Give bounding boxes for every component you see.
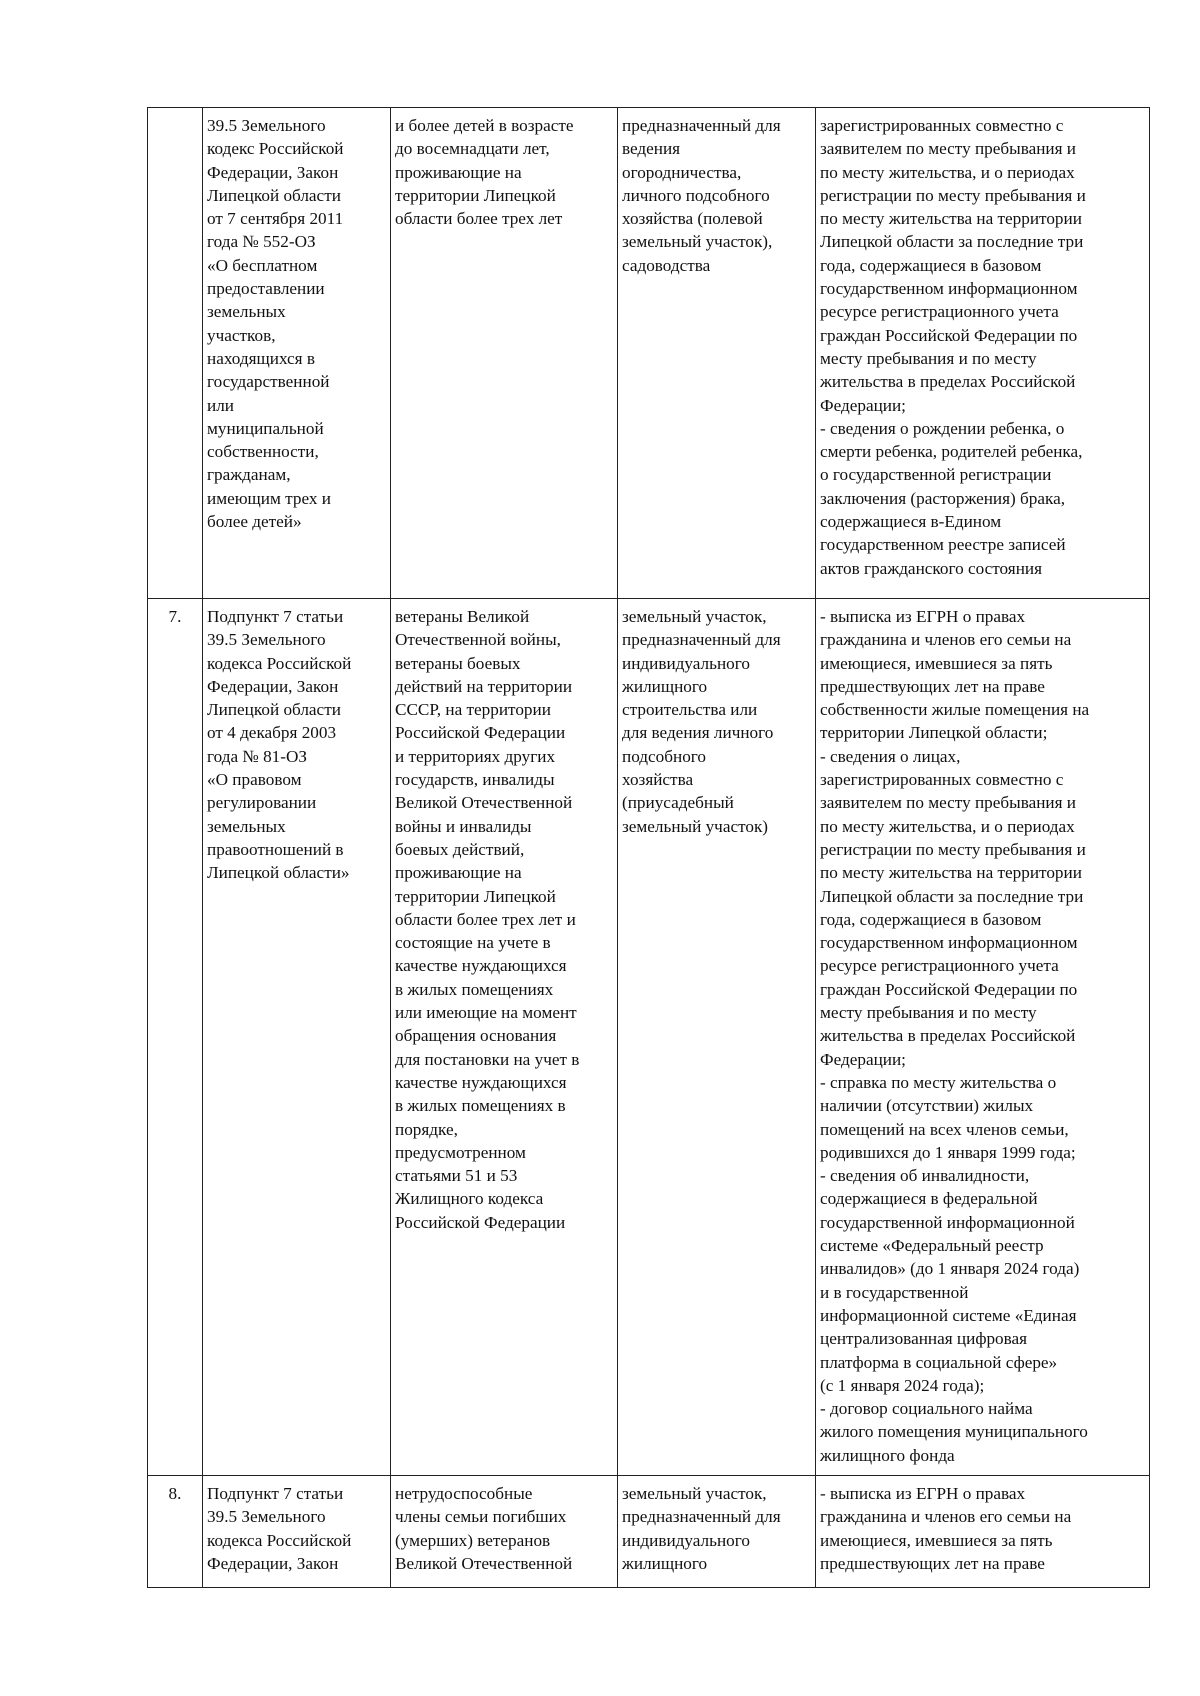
legal-basis-cell: 39.5 Земельного кодекс Российской Федерации, Закон Липецкой области от 7 сентября 2011 года № 552-ОЗ «О бесплатном предоставлении земельных участков, находящихся в государственной или муниципальной собственности, гражданам, имеющим трех и более детей» [203,108,391,599]
row-number: 8. [148,1476,203,1588]
table-row [148,599,1150,1476]
row-number [148,108,203,599]
legal-basis-cell: Подпункт 7 статьи 39.5 Земельного кодекса Российской Федерации, Закон Липецкой области от 4 декабря 2003 года № 81-ОЗ «О правовом регулировании земельных правоотношений в Липецкой области» [203,599,391,1476]
legal-basis-cell: Подпункт 7 статьи 39.5 Земельного кодекса Российской Федерации, Закон [203,1476,391,1588]
land-allocation-table [147,107,1150,1588]
applicant-category-cell: ветераны Великой Отечественной войны, ветераны боевых действий на территории СССР, на территории Российской Федерации и территориях других государств, инвалиды Великой Отечественной войны и инвалиды боевых действий, проживающие на территории Липецкой области более трех лет и состоящие на учете в качестве нуждающихся в жилых помещениях или имеющие на момент обращения основания для постановки на учет в качестве нуждающихся в жилых помещениях в порядке, предусмотренном статьями 51 и 53 Жилищного кодекса Российской Федерации [391,599,618,1476]
land-purpose-cell: предназначенный для ведения огородничества, личного подсобного хозяйства (полевой земельный участок), садоводства [618,108,816,599]
required-documents-cell: зарегистрированных совместно с заявителем по месту пребывания и по месту жительства, и о периодах регистрации по месту пребывания и по месту жительства на территории Липецкой области за последние три года, содержащиеся в базовом государственном информационном ресурсе регистрационного учета граждан Российской Федерации по месту пребывания и по месту жительства в пределах Российской Федерации; - сведения о рождении ребенка, о смерти ребенка, родителей ребенка, о государственной регистрации заключения (расторжения) брака, содержащиеся в-Едином государственном реестре записей актов гражданского состояния [816,108,1150,599]
applicant-category-cell: нетрудоспособные члены семьи погибших (умерших) ветеранов Великой Отечественной [391,1476,618,1588]
required-documents-cell: - выписка из ЕГРН о правах гражданина и членов его семьи на имеющиеся, имевшиеся за пять предшествующих лет на праве [816,1476,1150,1588]
required-documents-cell: - выписка из ЕГРН о правах гражданина и членов его семьи на имеющиеся, имевшиеся за пять предшествующих лет на праве собственности жилые помещения на территории Липецкой области; - сведения о лицах, зарегистрированных совместно с заявителем по месту пребывания и по месту жительства, и о периодах регистрации по месту пребывания и по месту жительства на территории Липецкой области за последние три года, содержащиеся в базовом государственном информационном ресурсе регистрационного учета граждан Российской Федерации по месту пребывания и по месту жительства в пределах Российской Федерации; - справка по месту жительства о наличии (отсутствии) жилых помещений на всех членов семьи, родившихся до 1 января 1999 года; - сведения об инвалидности, содержащиеся в федеральной государственной информационной системе «Федеральный реестр инвалидов» (до 1 января 2024 года) и в государственной информационной системе «Единая централизованная цифровая платформа в социальной сфере» (с 1 января 2024 года); - договор социального найма жилого помещения муниципального жилищного фонда [816,599,1150,1476]
land-purpose-cell: земельный участок, предназначенный для индивидуального жилищного строительства или для ведения личного подсобного хозяйства (приусадебный земельный участок) [618,599,816,1476]
land-purpose-cell: земельный участок, предназначенный для индивидуального жилищного [618,1476,816,1588]
applicant-category-cell: и более детей в возрасте до восемнадцати лет, проживающие на территории Липецкой области более трех лет [391,108,618,599]
row-number: 7. [148,599,203,1476]
table-row [148,1476,1150,1588]
table-row [148,108,1150,599]
